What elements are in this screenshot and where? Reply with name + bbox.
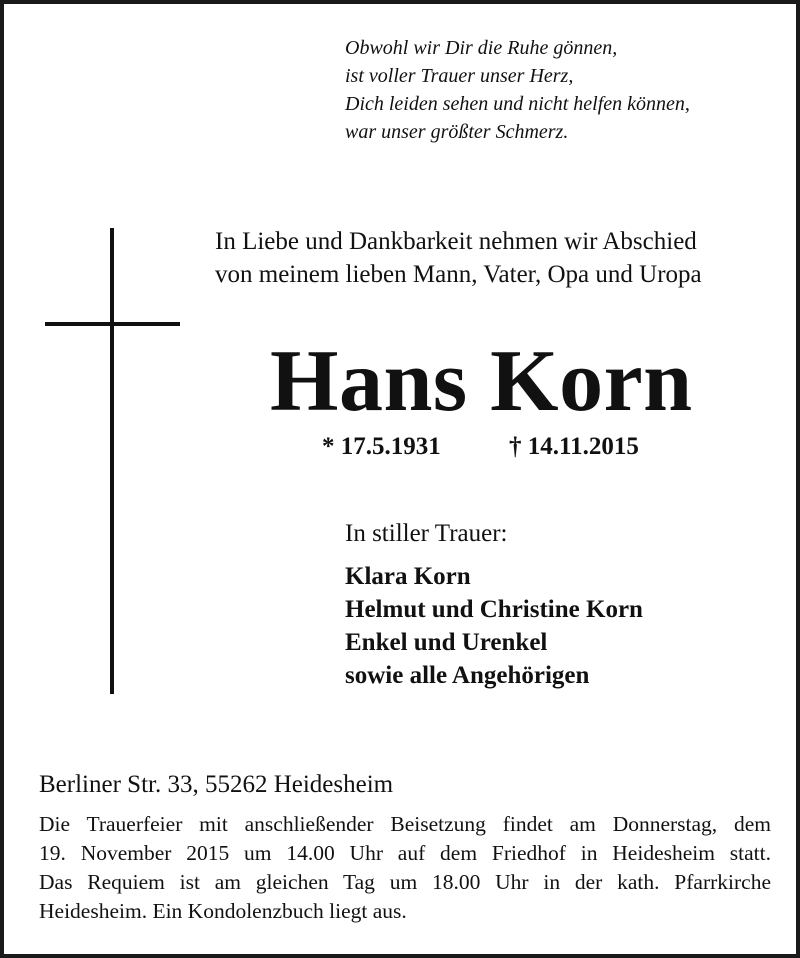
notice-line: 19. November 2015 um 14.00 Uhr auf dem Friedhof in Heidesheim statt. [39, 841, 771, 865]
mourners-list [345, 560, 643, 692]
farewell-intro [215, 225, 702, 291]
notice-line: Das Requiem ist am gleichen Tag um 18.00 Uhr in der kath. Pfarrkirche [39, 870, 771, 894]
poem-line: ist voller Trauer unser Herz, [345, 65, 574, 87]
mourner-name: Enkel und Urenkel [345, 629, 548, 656]
mourner-name: sowie alle Angehörigen [345, 662, 590, 689]
birth-date: * 17.5.1931 [322, 433, 441, 460]
cross-vertical-bar [110, 228, 114, 694]
poem-line: war unser größter Schmerz. [345, 121, 569, 143]
notice-line: Heidesheim. Ein Kondolenzbuch liegt aus. [39, 899, 407, 923]
poem-line: Obwohl wir Dir die Ruhe gönnen, [345, 37, 618, 59]
death-date: † 14.11.2015 [509, 433, 639, 460]
intro-line: von meinem lieben Mann, Vater, Opa und Uropa [215, 261, 702, 288]
poem [345, 34, 690, 146]
mourner-name: Helmut und Christine Korn [345, 596, 643, 623]
intro-line: In Liebe und Dankbarkeit nehmen wir Abschied [215, 228, 697, 255]
mourner-name: Klara Korn [345, 563, 471, 590]
poem-line: Dich leiden sehen und nicht helfen können, [345, 93, 690, 115]
cross-horizontal-bar [45, 322, 180, 326]
address: Berliner Str. 33, 55262 Heidesheim [39, 771, 394, 798]
notice-line: Die Trauerfeier mit anschließender Beisetzung findet am Donnerstag, dem [39, 812, 771, 836]
mourning-label: In stiller Trauer: [345, 520, 508, 547]
deceased-name: Hans Korn [270, 333, 693, 430]
funeral-notice [39, 810, 771, 926]
